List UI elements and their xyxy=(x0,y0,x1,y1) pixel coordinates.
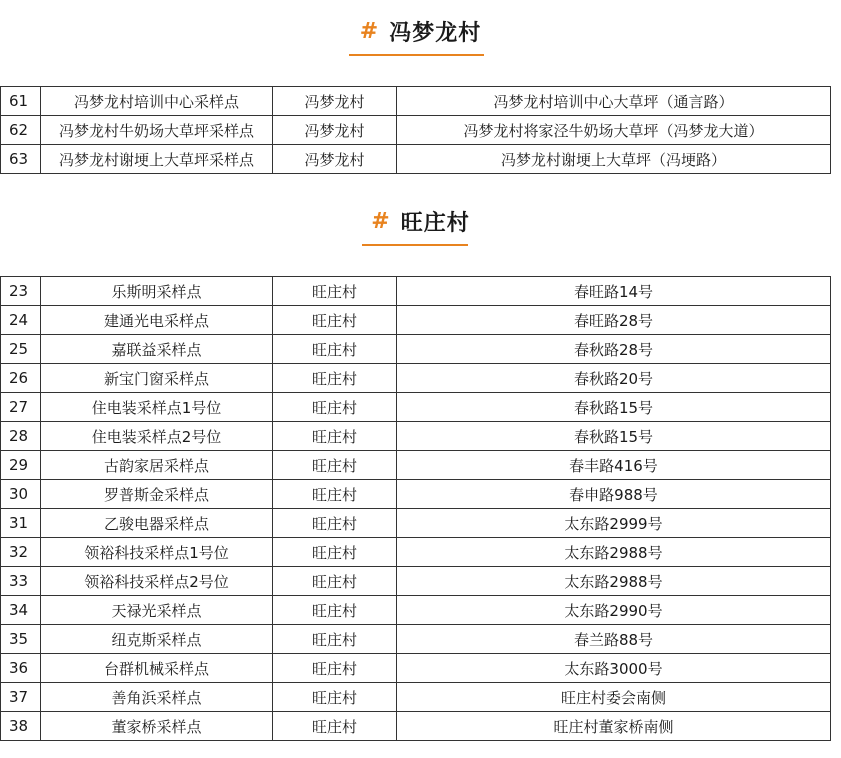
table-row xyxy=(1,364,831,393)
table-row xyxy=(1,596,831,625)
table-row xyxy=(1,277,831,306)
address-cell: 太东路2988号 xyxy=(397,567,831,596)
table-row xyxy=(1,509,831,538)
table-row xyxy=(1,625,831,654)
village-cell: 旺庄村 xyxy=(273,538,397,567)
site-name-cell: 善角浜采样点 xyxy=(41,683,273,712)
village-cell: 冯梦龙村 xyxy=(273,145,397,174)
table-row xyxy=(1,712,831,741)
title-underline xyxy=(362,244,468,246)
row-number: 33 xyxy=(1,567,41,596)
address-cell: 冯梦龙村谢埂上大草坪（冯埂路） xyxy=(397,145,831,174)
site-name-cell: 新宝门窗采样点 xyxy=(41,364,273,393)
village-cell: 旺庄村 xyxy=(273,306,397,335)
address-cell: 冯梦龙村将家泾牛奶场大草坪（冯梦龙大道） xyxy=(397,116,831,145)
village-cell: 旺庄村 xyxy=(273,480,397,509)
hash-icon: # xyxy=(371,208,391,234)
site-name-cell: 台群机械采样点 xyxy=(41,654,273,683)
address-cell: 冯梦龙村培训中心大草坪（通言路） xyxy=(397,87,831,116)
village-cell: 冯梦龙村 xyxy=(273,87,397,116)
address-cell: 春旺路28号 xyxy=(397,306,831,335)
village-cell: 旺庄村 xyxy=(273,712,397,741)
site-name-cell: 乐斯明采样点 xyxy=(41,277,273,306)
site-name-cell: 领裕科技采样点1号位 xyxy=(41,538,273,567)
section-title-text: 旺庄村 xyxy=(400,210,470,236)
site-name-cell: 住电装采样点2号位 xyxy=(41,422,273,451)
village-cell: 旺庄村 xyxy=(273,509,397,538)
address-cell: 太东路2988号 xyxy=(397,538,831,567)
site-name-cell: 冯梦龙村牛奶场大草坪采样点 xyxy=(41,116,273,145)
row-number: 27 xyxy=(1,393,41,422)
sampling-table-wangzhuang xyxy=(0,276,831,741)
address-cell: 旺庄村董家桥南侧 xyxy=(397,712,831,741)
table-row xyxy=(1,116,831,145)
address-cell: 旺庄村委会南侧 xyxy=(397,683,831,712)
table-row xyxy=(1,538,831,567)
row-number: 28 xyxy=(1,422,41,451)
village-cell: 旺庄村 xyxy=(273,625,397,654)
site-name-cell: 董家桥采样点 xyxy=(41,712,273,741)
village-cell: 旺庄村 xyxy=(273,596,397,625)
site-name-cell: 嘉联益采样点 xyxy=(41,335,273,364)
site-name-cell: 冯梦龙村谢埂上大草坪采样点 xyxy=(41,145,273,174)
site-name-cell: 冯梦龙村培训中心采样点 xyxy=(41,87,273,116)
table-row xyxy=(1,480,831,509)
address-cell: 春申路988号 xyxy=(397,480,831,509)
village-cell: 旺庄村 xyxy=(273,451,397,480)
row-number: 35 xyxy=(1,625,41,654)
table-row xyxy=(1,654,831,683)
row-number: 38 xyxy=(1,712,41,741)
row-number: 34 xyxy=(1,596,41,625)
address-cell: 春丰路416号 xyxy=(397,451,831,480)
site-name-cell: 罗普斯金采样点 xyxy=(41,480,273,509)
row-number: 61 xyxy=(1,87,41,116)
section-title-fengmenglong xyxy=(0,14,841,48)
row-number: 36 xyxy=(1,654,41,683)
site-name-cell: 乙骏电器采样点 xyxy=(41,509,273,538)
village-cell: 旺庄村 xyxy=(273,567,397,596)
row-number: 37 xyxy=(1,683,41,712)
address-cell: 春秋路20号 xyxy=(397,364,831,393)
row-number: 23 xyxy=(1,277,41,306)
village-cell: 旺庄村 xyxy=(273,422,397,451)
title-underline xyxy=(349,54,484,56)
table-row xyxy=(1,87,831,116)
site-name-cell: 领裕科技采样点2号位 xyxy=(41,567,273,596)
site-name-cell: 住电装采样点1号位 xyxy=(41,393,273,422)
address-cell: 太东路2999号 xyxy=(397,509,831,538)
section-title-text: 冯梦龙村 xyxy=(389,20,482,46)
address-cell: 春兰路88号 xyxy=(397,625,831,654)
table-row xyxy=(1,393,831,422)
table-row xyxy=(1,306,831,335)
row-number: 25 xyxy=(1,335,41,364)
row-number: 32 xyxy=(1,538,41,567)
row-number: 30 xyxy=(1,480,41,509)
table-row xyxy=(1,567,831,596)
village-cell: 冯梦龙村 xyxy=(273,116,397,145)
section-title-wangzhuang xyxy=(0,204,841,238)
row-number: 29 xyxy=(1,451,41,480)
table-row xyxy=(1,451,831,480)
row-number: 26 xyxy=(1,364,41,393)
address-cell: 太东路2990号 xyxy=(397,596,831,625)
row-number: 63 xyxy=(1,145,41,174)
table-row xyxy=(1,145,831,174)
table-row xyxy=(1,422,831,451)
row-number: 24 xyxy=(1,306,41,335)
hash-icon: # xyxy=(359,18,380,44)
site-name-cell: 建通光电采样点 xyxy=(41,306,273,335)
address-cell: 春旺路14号 xyxy=(397,277,831,306)
row-number: 31 xyxy=(1,509,41,538)
address-cell: 春秋路28号 xyxy=(397,335,831,364)
table-row xyxy=(1,683,831,712)
site-name-cell: 纽克斯采样点 xyxy=(41,625,273,654)
address-cell: 太东路3000号 xyxy=(397,654,831,683)
village-cell: 旺庄村 xyxy=(273,364,397,393)
row-number: 62 xyxy=(1,116,41,145)
site-name-cell: 古韵家居采样点 xyxy=(41,451,273,480)
address-cell: 春秋路15号 xyxy=(397,422,831,451)
village-cell: 旺庄村 xyxy=(273,335,397,364)
village-cell: 旺庄村 xyxy=(273,277,397,306)
village-cell: 旺庄村 xyxy=(273,683,397,712)
sampling-table-fengmenglong xyxy=(0,86,831,174)
village-cell: 旺庄村 xyxy=(273,654,397,683)
village-cell: 旺庄村 xyxy=(273,393,397,422)
table-row xyxy=(1,335,831,364)
site-name-cell: 天禄光采样点 xyxy=(41,596,273,625)
address-cell: 春秋路15号 xyxy=(397,393,831,422)
